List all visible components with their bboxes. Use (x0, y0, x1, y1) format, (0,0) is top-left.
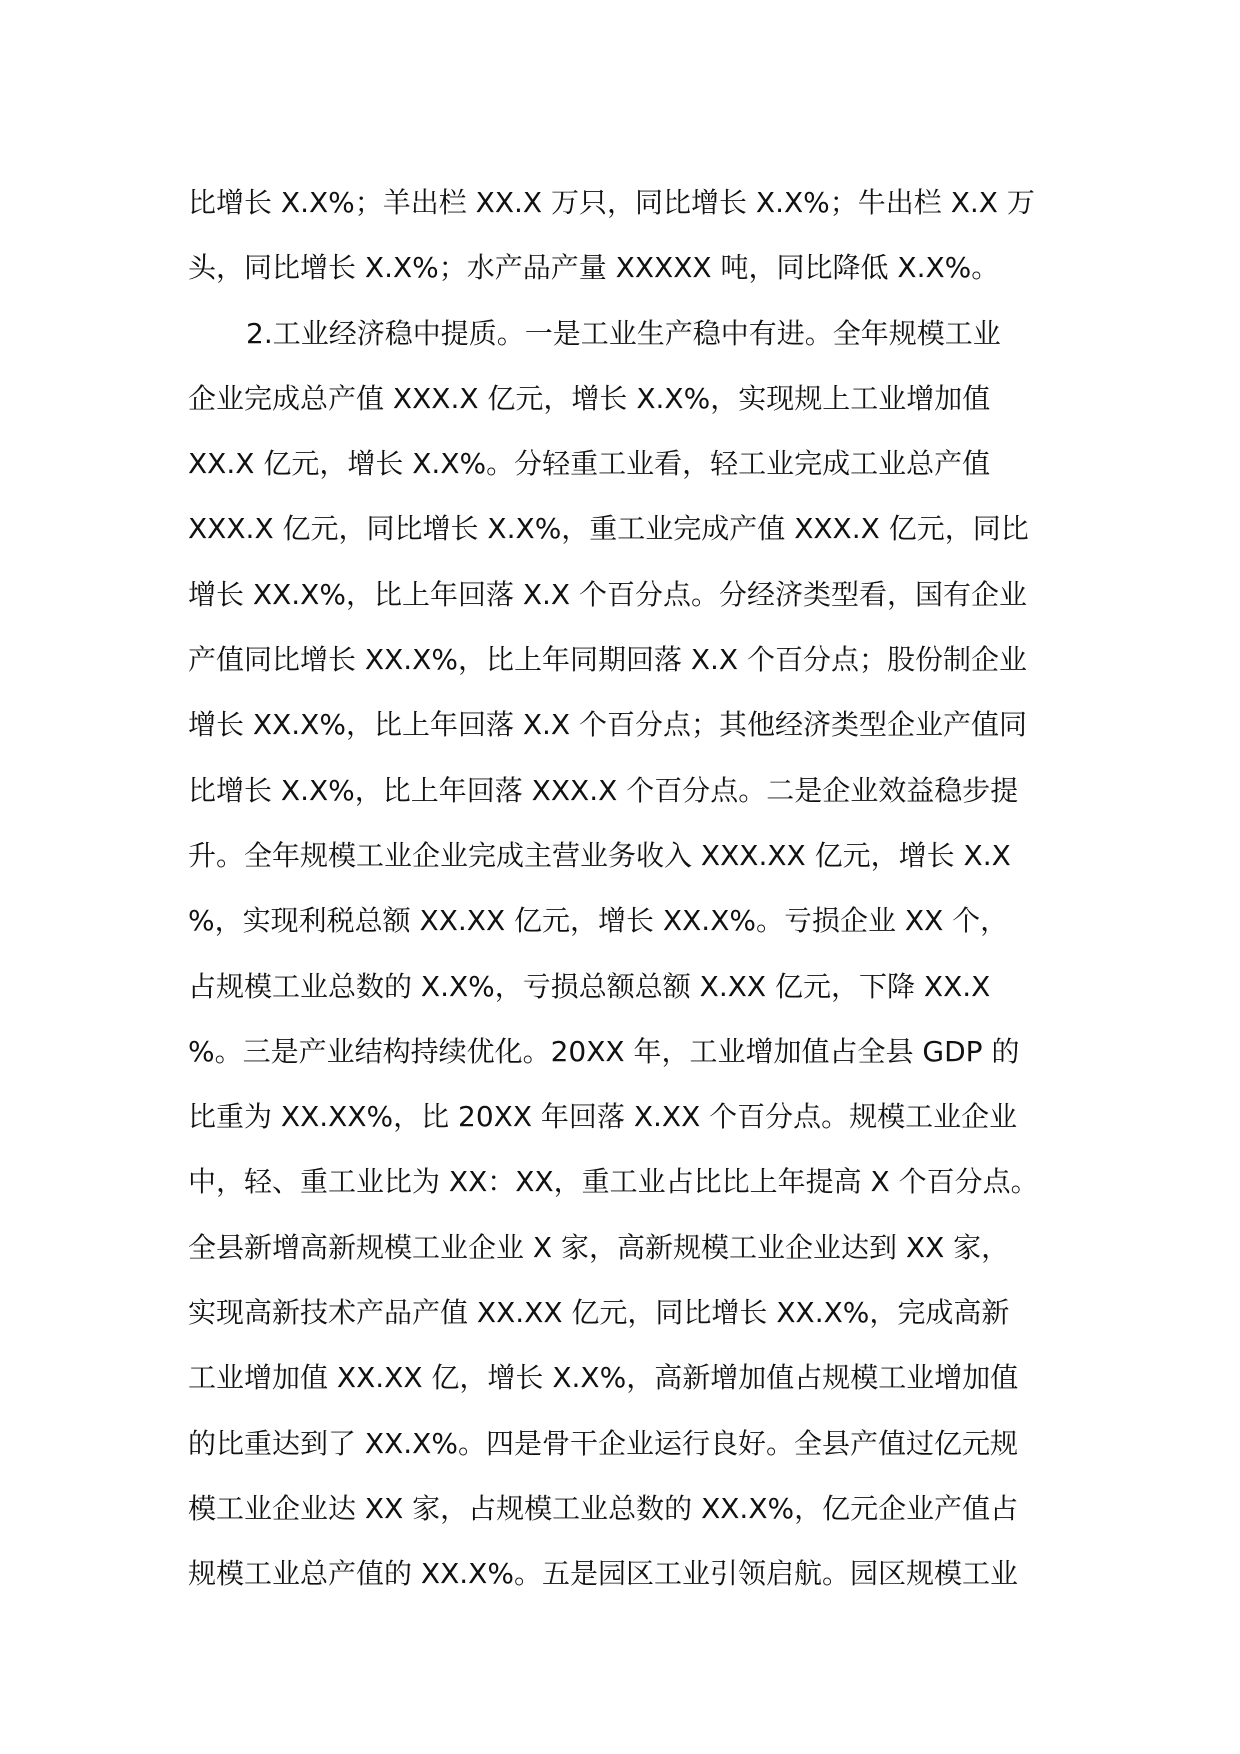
text-line: XX.X 亿元，增长 X.X%。分轻重工业看，轻工业完成工业总产值 (188, 447, 991, 481)
text-line: 比增长 X.X%；羊出栏 XX.X 万只，同比增长 X.X%；牛出栏 X.X 万 (188, 186, 1035, 219)
text-line: 头，同比增长 X.X%；水产品产量 XXXXX 吨，同比降低 X.X%。 (188, 251, 1000, 285)
body-text (188, 170, 1058, 1607)
text-line: XXX.X 亿元，同比增长 X.X%，重工业完成产值 XXX.X 亿元，同比 (188, 512, 1029, 546)
text-line: 实现高新技术产品产值 XX.XX 亿元，同比增长 XX.X%，完成高新 (188, 1296, 1010, 1330)
text-line: 全县新增高新规模工业企业 X 家，高新规模工业企业达到 XX 家， (188, 1230, 1010, 1264)
text-line: 比增长 X.X%，比上年回落 XXX.X 个百分点。二是企业效益稳步提 (188, 773, 1019, 807)
text-line: 增长 XX.X%，比上年回落 X.X 个百分点。分经济类型看，国有企业 (188, 577, 1028, 611)
text-line: 的比重达到了 XX.X%。四是骨干企业运行良好。全县产值过亿元规 (188, 1426, 1018, 1460)
text-line: 模工业企业达 XX 家，占规模工业总数的 XX.X%，亿元企业产值占 (188, 1491, 1019, 1525)
text-line: 占规模工业总数的 X.X%，亏损总额总额 X.XX 亿元，下降 XX.X (188, 969, 991, 1003)
text-line: 比重为 XX.XX%，比 20XX 年回落 X.XX 个百分点。规模工业企业 (188, 1100, 1018, 1134)
text-line: 规模工业总产值的 XX.X%。五是园区工业引领启航。园区规模工业 (188, 1557, 1018, 1591)
text-line: 产值同比增长 XX.X%，比上年同期回落 X.X 个百分点；股份制企业 (188, 643, 1028, 677)
text-line: 工业增加值 XX.XX 亿，增长 X.X%，高新增加值占规模工业增加值 (188, 1361, 1019, 1395)
text-line: %。三是产业结构持续优化。20XX 年，工业增加值占全县 GDP 的 (188, 1034, 1020, 1068)
text-line: 升。全年规模工业企业完成主营业务收入 XXX.XX 亿元，增长 X.X (188, 838, 1011, 872)
text-line: %，实现利税总额 XX.XX 亿元，增长 XX.X%。亏损企业 XX 个， (188, 904, 1009, 938)
text-line: 企业完成总产值 XXX.X 亿元，增长 X.X%，实现规上工业增加值 (188, 381, 991, 415)
text-line: 中，轻、重工业比为 XX：XX，重工业占比比上年提高 X 个百分点。 (188, 1165, 1039, 1199)
paragraph-start-line: 2.工业经济稳中提质。一是工业生产稳中有进。全年规模工业 (246, 316, 1001, 350)
text-line: 增长 XX.X%，比上年回落 X.X 个百分点；其他经济类型企业产值同 (188, 708, 1028, 742)
